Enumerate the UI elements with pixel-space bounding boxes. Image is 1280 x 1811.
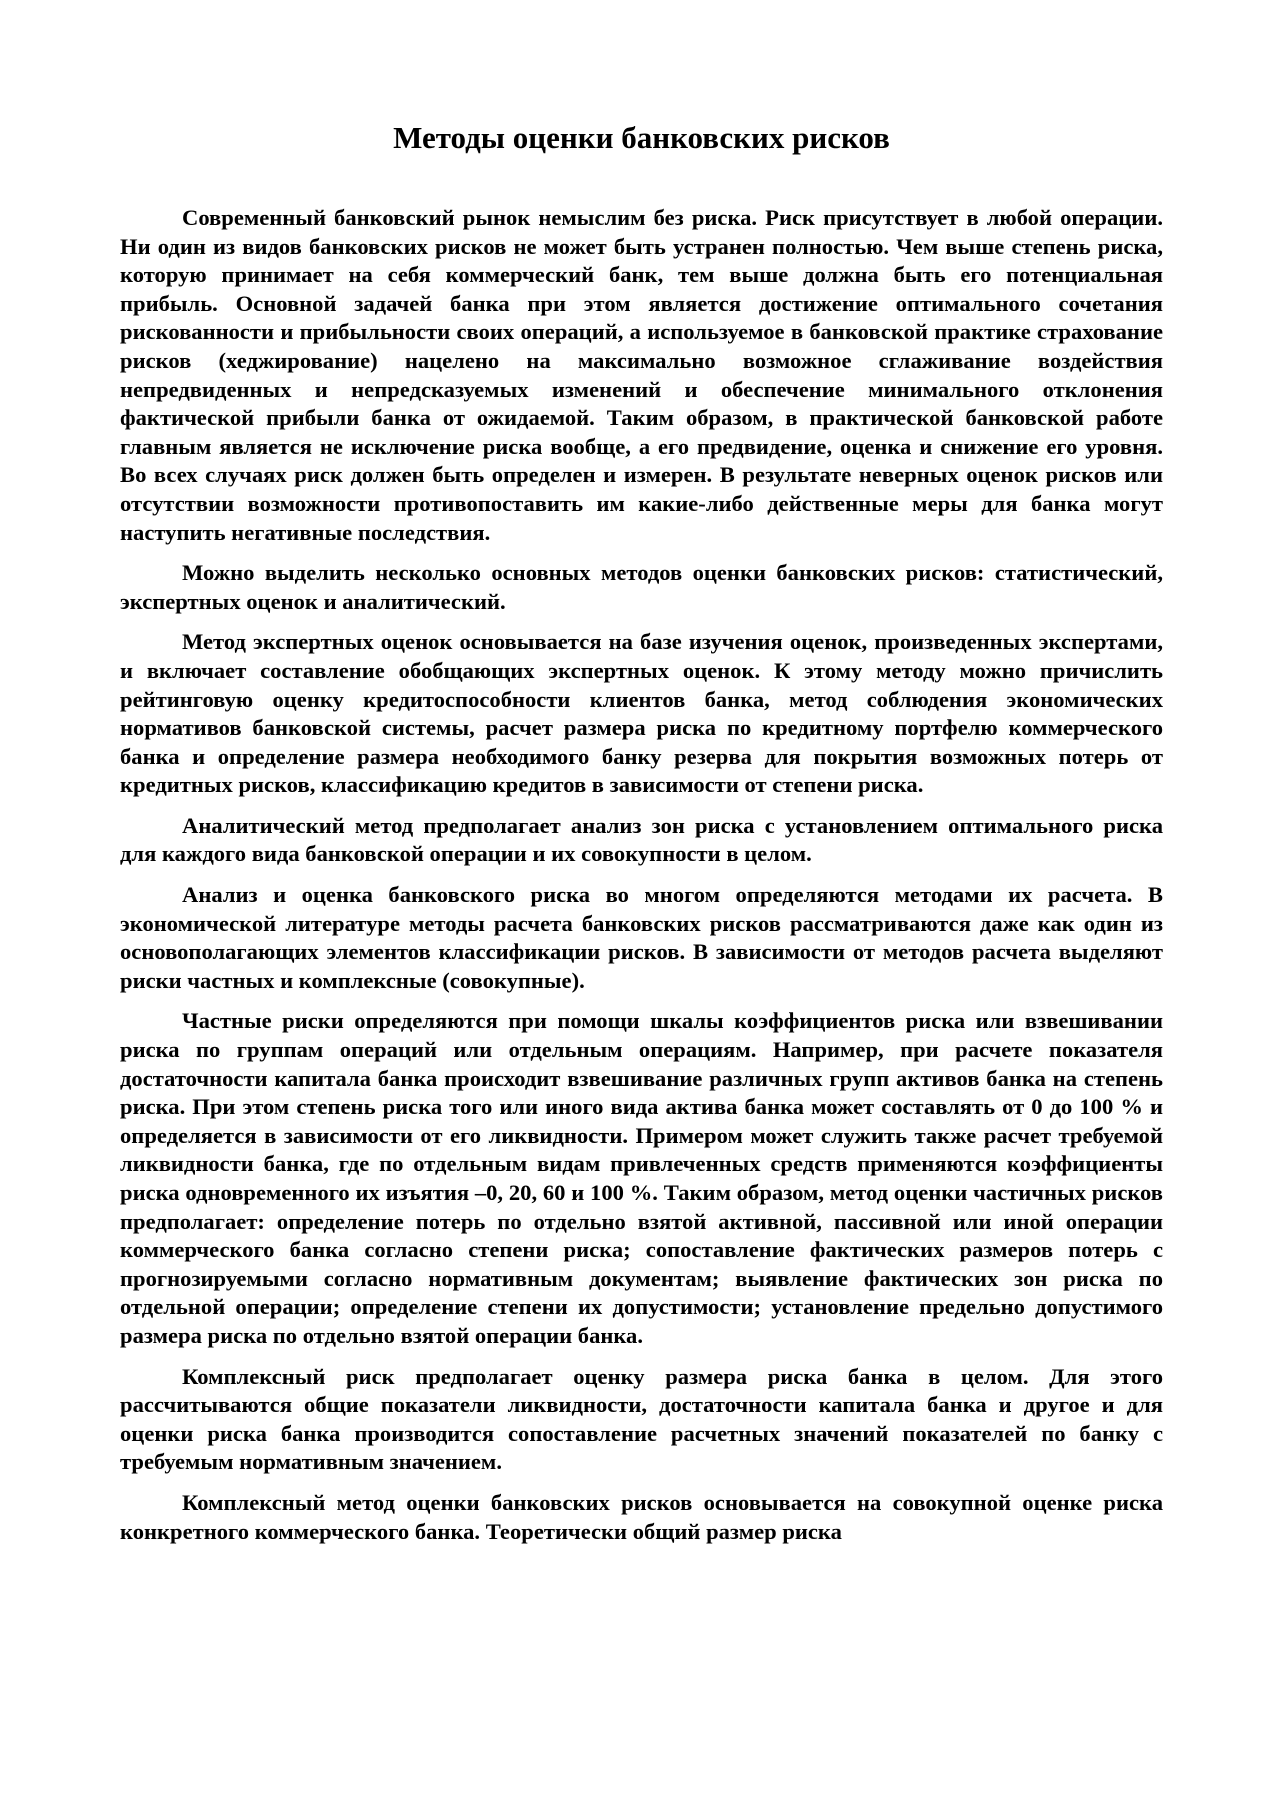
paragraph-2: Можно выделить несколько основных методов оценки банковских рисков: статистический, экспертных оценок и аналитический. — [120, 560, 1163, 614]
paragraph-4: Аналитический метод предполагает анализ зон риска с установлением оптимального риска для каждого вида банковской операции и их совокупности в целом. — [120, 812, 1163, 867]
paragraph-5: Анализ и оценка банковского риска во многом определяются методами их расчета. В экономической литературе методы расчета банковских рисков рассматриваются даже как один из основополагающих элементов классификации рисков. В зависимости от методов расчета выделяют риски частных и комплексные (совокупные). — [120, 882, 1163, 993]
paragraph-7: Комплексный риск предполагает оценку размера риска банка в целом. Для этого рассчитываются общие показатели ликвидности, достаточности капитала банка и другое и для оценки риска банка производится сопоставление расчетных значений показателей по банку с требуемым нормативным значением. — [120, 1363, 1163, 1475]
paragraph-8: Комплексный метод оценки банковских рисков основывается на совокупной оценке риска конкретного коммерческого банка. Теоретически общий размер риска — [120, 1489, 1163, 1544]
paragraph-1: Современный банковский рынок немыслим без риска. Риск присутствует в любой операции. Ни один из видов банковских рисков не может быть устранен полностью. Чем выше степень риска, которую принимает на себя коммерческий банк, тем выше должна быть его потенциальная прибыль. Основной задачей банка при этом является достижение оптимального сочетания рискованности и прибыльности своих операций, а используемое в банковской практике страхование рисков (хеджирование) нацелено на максимально возможное сглаживание воздействия непредвиденных и непредсказуемых изменений и обеспечение минимального отклонения фактической прибыли банка от ожидаемой. Таким образом, в практической банковской работе главным является не исключение риска вообще, а его предвидение, оценка и снижение его уровня. Во всех случаях риск должен быть определен и измерен. В результате неверных оценок рисков или отсутствии возможности противопоставить им какие-либо действенные меры для банка могут наступить негативные последствия. — [120, 205, 1163, 545]
paragraph-6: Частные риски определяются при помощи шкалы коэффициентов риска или взвешивании риска по группам операций или отдельным операциям. Например, при расчете показателя достаточности капитала банка происходит взвешивание различных групп активов банка на степень риска. При этом степень риска того или иного вида актива банка может составлять от 0 до 100 % и определяется в зависимости от его ликвидности. Примером может служить также расчет требуемой ликвидности банка, где по отдельным видам привлеченных средств применяются коэффициенты риска одновременного их изъятия –0, 20, 60 и 100 %. Таким образом, метод оценки частичных рисков предполагает: определение потерь по отдельно взятой активной, пассивной или иной операции коммерческого банка согласно степени риска; сопоставление фактических размеров потерь с прогнозируемыми согласно нормативным документам; выявление фактических зон риска по отдельной операции; определение степени их допустимости; установление предельно допустимого размера риска по отдельно взятой операции банка. — [120, 1008, 1163, 1348]
paragraph-3: Метод экспертных оценок основывается на базе изучения оценок, произведенных экспертами, и включает составление обобщающих экспертных оценок. К этому методу можно причислить рейтинговую оценку кредитоспособности клиентов банка, метод соблюдения экономических нормативов банковской системы, расчет размера риска по кредитному портфелю коммерческого банка и определение размера необходимого банку резерва для покрытия возможных потерь от кредитных рисков, классификацию кредитов в зависимости от степени риска. — [120, 629, 1163, 798]
document-title: Методы оценки банковских рисков — [393, 120, 890, 155]
